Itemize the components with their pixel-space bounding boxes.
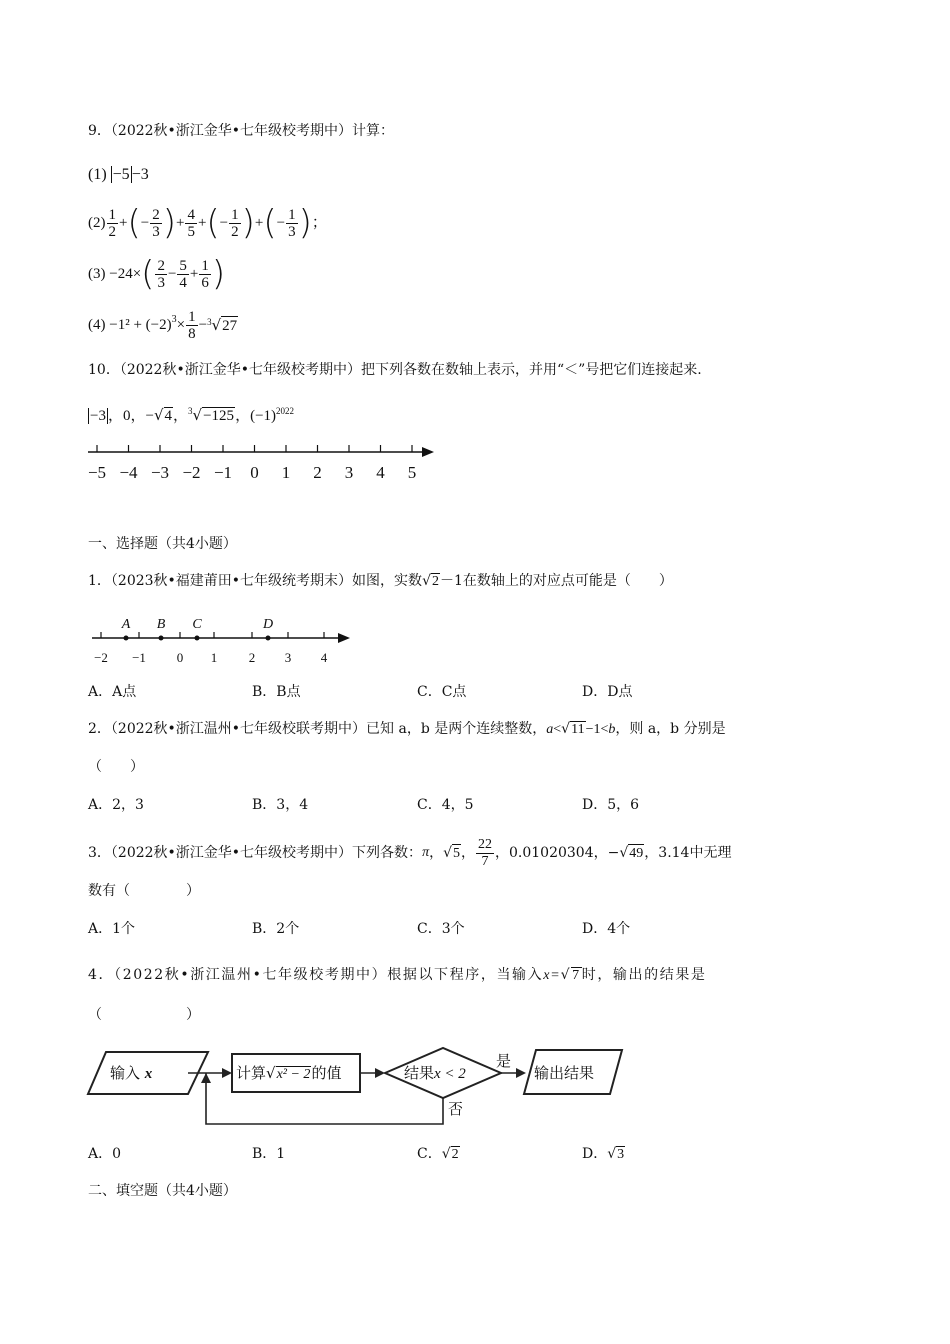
c4-option-a[interactable]: A．0 bbox=[88, 1146, 122, 1162]
fraction: $\frac{1}{2}$ bbox=[231, 206, 239, 240]
c4-option-d[interactable]: D．√3 bbox=[582, 1146, 625, 1162]
point-dot bbox=[266, 636, 271, 641]
flow-condition-label: 结果x < 2 bbox=[404, 1064, 466, 1082]
c2-answer-paren: （ ） bbox=[88, 759, 144, 775]
fraction: $\frac{1}{6}$ bbox=[201, 257, 209, 291]
absolute-value: −3 bbox=[90, 408, 106, 424]
axis-tick-label: 5 bbox=[407, 463, 417, 482]
flow-input-label: 输入 x bbox=[110, 1064, 153, 1082]
axis-tick-label: −1 bbox=[213, 463, 233, 482]
axis-tick-label: 4 bbox=[376, 463, 385, 482]
number-line-c1 bbox=[88, 612, 358, 668]
fraction: $\frac{4}{5}$ bbox=[187, 206, 195, 240]
point-label: C bbox=[192, 617, 202, 632]
fraction: $\frac{5}{4}$ bbox=[179, 257, 187, 291]
part-label: (2) bbox=[88, 215, 106, 231]
number-line-q10 bbox=[80, 440, 440, 484]
c1-heading: 1．（2023秋•福建莆田•七年级统考期末）如图，实数√2－1在数轴上的对应点可能是（ ） bbox=[88, 573, 673, 589]
fraction: $\frac{2}{3}$ bbox=[157, 257, 165, 291]
point-dot bbox=[159, 636, 164, 641]
axis-tick-label: 3 bbox=[344, 463, 354, 482]
axis-arrow bbox=[422, 447, 434, 457]
absolute-value: −5 bbox=[112, 166, 130, 183]
c2-heading: 2．（2022秋•浙江温州•七年级校联考期中）已知 a，b 是两个连续整数，a<√11−1<b，则 a，b 分别是 bbox=[88, 721, 726, 737]
section-heading-fill: 二、填空题（共4小题） bbox=[88, 1183, 237, 1199]
axis-tick-label: 2 bbox=[248, 650, 256, 665]
flowchart bbox=[86, 1046, 626, 1130]
option-a[interactable]: A．2，3 bbox=[88, 797, 144, 813]
c4-heading: 4．（2022秋•浙江温州•七年级校考期中）根据以下程序，当输入x=√7时，输出的结果是 bbox=[88, 967, 707, 983]
flow-no-label: 否 bbox=[448, 1100, 464, 1118]
expr-text: −3 bbox=[131, 166, 149, 183]
flow-output-label: 输出结果 bbox=[534, 1064, 595, 1082]
point-label: B bbox=[156, 617, 166, 632]
q9-part1 bbox=[88, 166, 149, 184]
axis-tick-label: 0 bbox=[176, 650, 184, 665]
axis-tick-label: 0 bbox=[250, 463, 259, 482]
fraction: $\frac{1}{3}$ bbox=[288, 206, 296, 240]
arrow-head bbox=[201, 1073, 211, 1083]
axis-tick-label: −3 bbox=[150, 463, 170, 482]
fraction: $\frac{1}{2}$ bbox=[108, 206, 116, 240]
axis-tick-label: −2 bbox=[94, 650, 108, 665]
point-dot bbox=[124, 636, 129, 641]
q10-heading: 10．（2022秋•浙江金华•七年级校考期中）把下列各数在数轴上表示，并用“＜”号把它们连接起来. bbox=[88, 362, 702, 378]
axis-tick-label: −2 bbox=[182, 463, 201, 482]
option-c[interactable]: C．3个 bbox=[417, 921, 465, 937]
point-label: D bbox=[262, 617, 274, 632]
radicand: 27 bbox=[222, 317, 238, 334]
q9-part3: (3) −24× ( $\frac{2}{3}$ − $\frac{5}{4}$ + $\frac{1}{6}$ ) bbox=[88, 254, 226, 294]
fraction: $\frac{1}{8}$ bbox=[188, 308, 196, 342]
c4-option-b[interactable]: B．1 bbox=[252, 1146, 286, 1162]
option-b[interactable]: B．B点 bbox=[252, 684, 301, 700]
axis-tick-label: −5 bbox=[87, 463, 107, 482]
axis-arrow bbox=[338, 633, 350, 643]
part-label: (3) bbox=[88, 266, 106, 282]
option-a[interactable]: A．A点 bbox=[88, 684, 137, 700]
arrow-head bbox=[516, 1068, 526, 1078]
part-label: (1) bbox=[88, 166, 107, 183]
q10-numbers: −3 ，0，−√4，$^3$√−125，$(-1)^{2022}$ bbox=[90, 406, 295, 424]
arrow-head bbox=[222, 1068, 232, 1078]
c4-option-c[interactable]: C．√2 bbox=[417, 1146, 459, 1162]
section-heading-choice: 一、选择题（共4小题） bbox=[88, 536, 237, 552]
flow-yes-label: 是 bbox=[496, 1052, 512, 1070]
option-b[interactable]: B．3，4 bbox=[252, 797, 309, 813]
fraction: $\frac{22}{7}$ bbox=[478, 836, 492, 869]
option-d[interactable]: D．5，6 bbox=[582, 797, 640, 813]
part-label: (4) bbox=[88, 317, 106, 333]
option-d[interactable]: D．D点 bbox=[582, 684, 633, 700]
option-c[interactable]: C．4，5 bbox=[417, 797, 474, 813]
c4-answer-paren: （ ） bbox=[88, 1007, 200, 1023]
q9-part4: (4) −1² + (−2) $^3$ × $\frac{1}{8}$ − $^3$ √ 27 bbox=[88, 308, 238, 342]
fraction: $\frac{2}{3}$ bbox=[152, 206, 160, 240]
option-a[interactable]: A．1个 bbox=[88, 921, 136, 937]
axis-tick-label: 4 bbox=[320, 650, 328, 665]
axis-tick-label: −1 bbox=[132, 650, 146, 665]
option-c[interactable]: C．C点 bbox=[417, 684, 467, 700]
axis-tick-label: 1 bbox=[210, 650, 218, 665]
q9-heading: 9．（2022秋•浙江金华•七年级校考期中）计算： bbox=[88, 123, 395, 139]
option-b[interactable]: B．2个 bbox=[252, 921, 300, 937]
point-label: A bbox=[121, 617, 131, 632]
axis-tick-label: 3 bbox=[284, 650, 292, 665]
c3-heading: 3．（2022秋•浙江金华•七年级校考期中）下列各数： π ， √ 5 ， $\frac{22}{7}$ ，0.01020304， − √ 49 ，3.14中无理 bbox=[88, 836, 732, 869]
flow-calc-label: 计算√x² − 2的值 bbox=[236, 1064, 342, 1082]
axis-tick-label: 1 bbox=[281, 463, 291, 482]
option-d[interactable]: D．4个 bbox=[582, 921, 631, 937]
c3-heading-line2: 数有（ ） bbox=[88, 883, 200, 899]
q9-part2: (2) $\frac{1}{2}$ + ( − $\frac{2}{3}$ ) + $\frac{4}{5}$ + ( − $\frac{1}{2}$ ) + ( − $\frac{1}{3}$ ) ； bbox=[88, 203, 327, 243]
axis-tick-label: 2 bbox=[313, 463, 322, 482]
axis-tick-label: −4 bbox=[119, 463, 138, 482]
point-dot bbox=[195, 636, 200, 641]
